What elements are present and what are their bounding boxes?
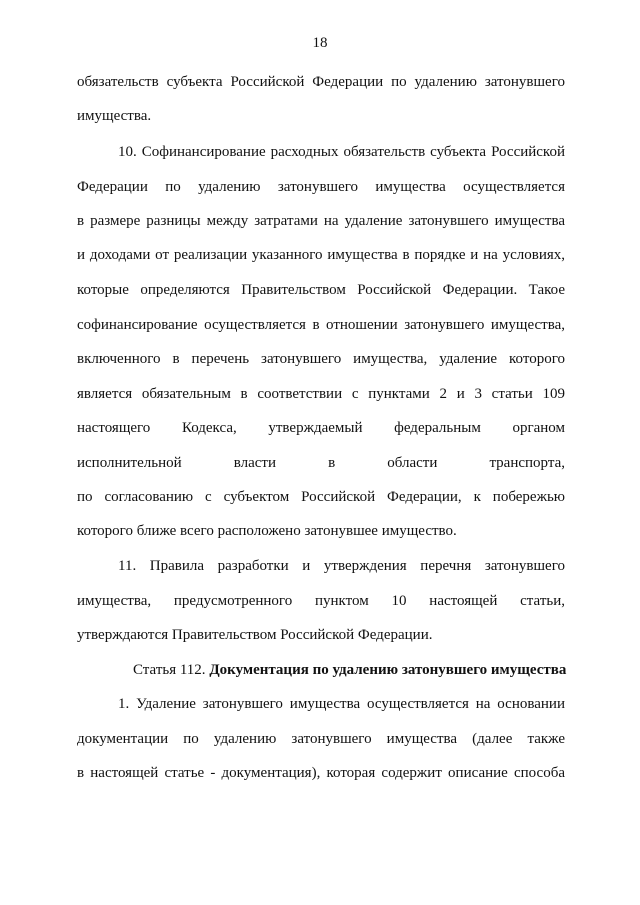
text-line-1: обязательств субъекта Российской Федерации по удалению затонувшего [77,74,565,90]
paragraph-10-line-5: которые определяются Правительством Российской Федерации. Такое [77,282,565,298]
article-112-line-3: в настоящей статье - документация), которая содержит описание способа [77,765,565,781]
paragraph-10-line-11: по согласованию с субъектом Российской Федерации, к побережью [77,489,565,505]
paragraph-10-line-12: которого ближе всего расположено затонувшее имущество. [77,523,457,539]
paragraph-11-line-2: имущества, предусмотренного пунктом 10 настоящей статьи, [77,593,565,609]
paragraph-10-line-6: софинансирование осуществляется в отношении затонувшего имущества, [77,317,565,333]
paragraph-10-line-4: и доходами от реализации указанного имущества в порядке и на условиях, [77,247,565,263]
paragraph-10-line-10: исполнительной власти в области транспорта, [77,455,565,471]
paragraph-11-line-1: 11. Правила разработки и утверждения перечня затонувшего [118,558,565,574]
page-number: 18 [312,35,328,51]
paragraph-10-line-1: 10. Софинансирование расходных обязательств субъекта Российской [118,144,565,160]
article-112-line-1: 1. Удаление затонувшего имущества осуществляется на основании [118,696,565,712]
text-line-2: имущества. [77,108,152,124]
paragraph-10-line-3: в размере разницы между затратами на удаление затонувшего имущества [77,213,565,229]
article-number: Статья 112. [133,662,206,678]
article-title: Документация по удалению затонувшего имущества [209,662,567,678]
paragraph-10-line-9: настоящего Кодекса, утверждаемый федеральным органом [77,420,565,436]
paragraph-10-line-7: включенного в перечень затонувшего имущества, удаление которого [77,351,565,367]
paragraph-10-line-8: является обязательным в соответствии с пунктами 2 и 3 статьи 109 [77,386,565,402]
paragraph-10-line-2: Федерации по удалению затонувшего имущества осуществляется [77,179,565,195]
article-heading [133,661,565,679]
article-112-line-2: документации по удалению затонувшего имущества (далее также [77,731,565,747]
paragraph-11-line-3: утверждаются Правительством Российской Федерации. [77,627,433,643]
